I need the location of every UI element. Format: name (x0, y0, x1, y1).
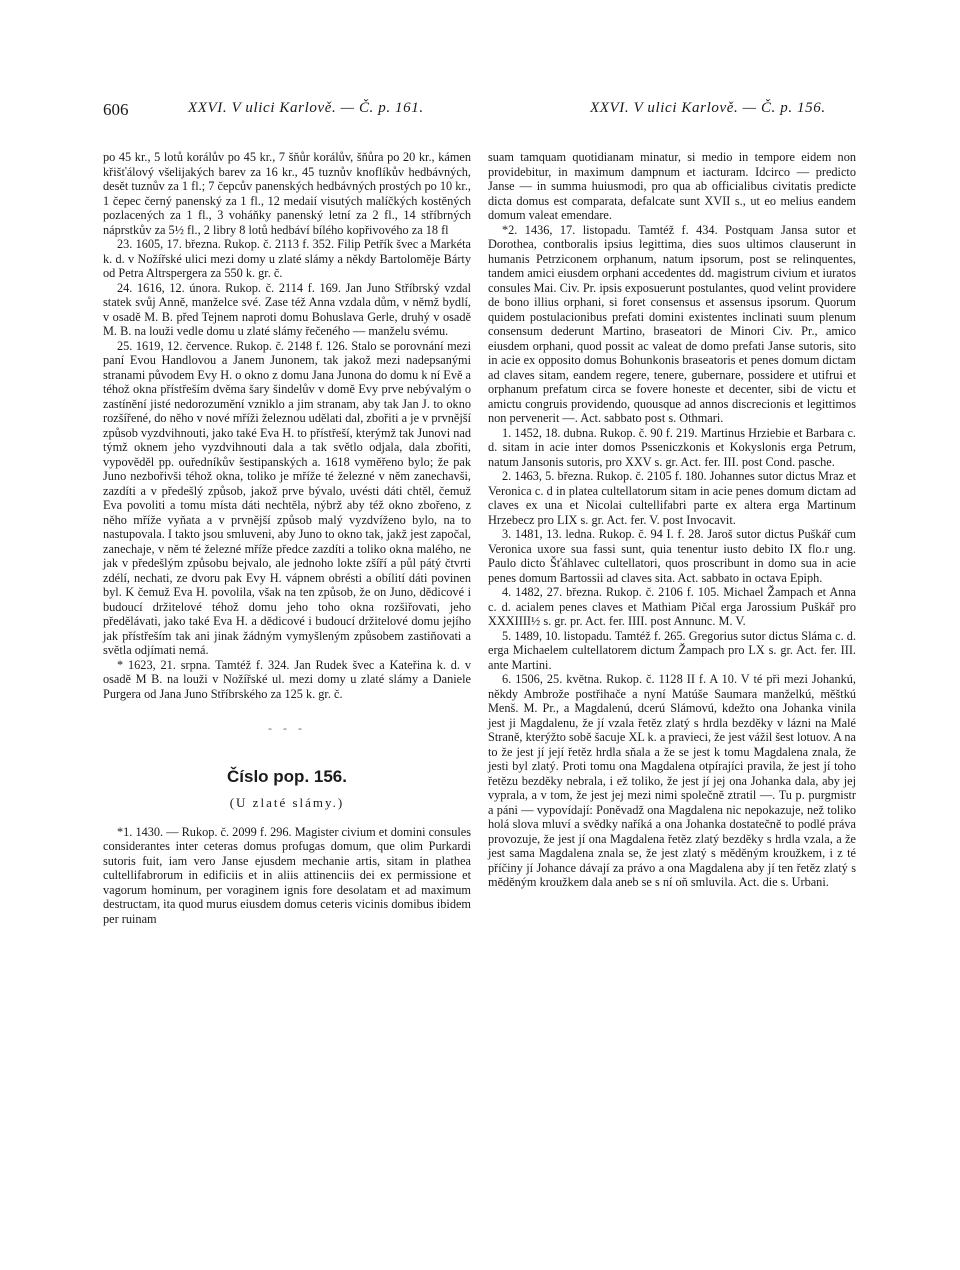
section-heading: Číslo pop. 156. (227, 766, 347, 786)
left-column (103, 150, 471, 926)
paragraph: * 1623, 21. srpna. Tamtéž f. 324. Jan Rudek švec a Kateřina k. d. v osadě M B. na louži v Nožířské ul. mezi domy u zlaté slámy a Daniele Purgera od Jana Juno Stříbrského za 125 k. gr. č. (103, 657, 471, 701)
paragraph: 1. 1452, 18. dubna. Rukop. č. 90 f. 219. Martinus Hrziebie et Barbara c. d. sitam in acie inter domos Psseniczkonis et Kokyslonis erga Petrum, natum Jansonis sutoris, pro XXV s. gr. Act. fer. III. post Cond. pasche. (488, 425, 856, 469)
paragraph: po 45 kr., 5 lotů korálův po 45 kr., 7 šňůr korálův, šňůra po 20 kr., kámen křišťálový všelijakých barev za 16 kr., 45 tuznův knoflíkův hedbávných, desět tuznův za 1 fl.; 7 čepcův panenských hedbávných prostých po 10 kr., 1 čepec černý panenský za 1 fl., 12 medaií visutých malíčkých kostěných pozlacených za 1 fl., 3 voháňky panenský letní za 2 fl., 14 stříbrných náprstkův za 5½ fl., 2 libry 8 lotů hedbáví bílého kopřivového za 18 fl (103, 150, 471, 237)
paragraph: *1. 1430. — Rukop. č. 2099 f. 296. Magister civium et domini consules considerantes inter ceteras domus profugas domum, que olim Purkardi sutoris fuit, iam vero Janse ejusdem mechanie artis, sitam in plathea cultellifabrorum in edificiis et in aliis attinenciis dei ex permissione et vagorum hominum, per voraginem ignis fore desolatam et ad maximum destructam, ita quod murus eiusdem domus ceteris vicinis domibus ibidem per ruinam (103, 824, 471, 926)
paragraph: 5. 1489, 10. listopadu. Tamtéž f. 265. Gregorius sutor dictus Sláma c. d. erga Michaelem cultellatorem dictum Žampach pro LX s. gr. Act. fer. III. ante Martini. (488, 628, 856, 672)
paragraph: 24. 1616, 12. února. Rukop. č. 2114 f. 169. Jan Juno Stříbrský vzdal statek svůj Anně, manželce své. Zase též Anna vzdala dům, v němž bydlí, v osadě M. B. před Tejnem naproti domu Bohuslava Gerle, druhý v osadě M. B. na louži vedle domu u zlaté slámy řečeného — manželu svému. (103, 280, 471, 338)
section-subheading: (U zlaté slámy.) (229, 795, 345, 810)
paragraph: *2. 1436, 17. listopadu. Tamtéž f. 434. Postquam Jansa sutor et Dorothea, contboralis ipsius legittima, dies suos ultimos clauserunt in humanis Petrziconem orphanum, natum ipsorum, post se relinquentes, tandem amici eiusdem orphani accedentes dd. magistrum civium et iuratos consules Mai. Civ. Pr. ipsis exposuerunt postulantes, quod velint providere de bono illius orphani, si foret consensus et assensus ipsorum. Quorum quidem postulacionibus prefati domini existentes inclinati suum plenum consensum dederunt Martino, braseatori de Minori Civ. Pr., amico eiusdem orphani, quod possit ac valeat de domo prefati Janse sutoris, sito in acie ex opposito domus Bohunkonis braseatoris et penes domum dictam ad claves sitam, eandem regere, tenere, gubernare, possidere et utifrui et orphanum prefatum circa se fovere honeste et decenter, sibi de victu et amictu congruis providendo, quousque ad annos discrecionis et legittimos non pervenerit —. Act. sabbato post s. Othmari. (488, 222, 856, 425)
page-number: 606 (103, 100, 129, 119)
paragraph: 3. 1481, 13. ledna. Rukop. č. 94 I. f. 28. Jaroš sutor dictus Puškář cum Veronica uxore sua fassi sunt, quia tenentur iusto debito IX flo.r ung. Paulo dicto Šťáhlavec cultellatori, quos proscribunt in domo sua in acie penes domum Bartossii ad claves sita. Act. sabbato in octava Epiph. (488, 527, 856, 585)
paragraph: 25. 1619, 12. července. Rukop. č. 2148 f. 126. Stalo se porovnání mezi paní Evou Handlovou a Janem Junonem, tak jakož mezi nadepsanými stranami původem Evy H. o okno z domu Jana Junona do domu k ní Evě a téhož okna přístřeším dvěma šary šindelův v domě Evy prve nebývalým o zastínění jisté nedorozumění vzniklo a jim stranam, aby tak Jan J. to okno rozšířené, do něho v nové mříži železnou udělati dal, zbořiti a je v prvnější způsob vyzdvihnouti, jako také Eva H. to přístřeší, kterýmž tak Junovi nad týmž oknem jeho vyzdvihnouti dala a tak světlo odjala, dala zbořiti, vypověděl pp. ouředníkův šestipanských a. 1618 vyměřeno bylo; že pak Juno nezbořivši téhož okna, toliko je mříže té železné v něm zanechavši, zazdíti a v předešlý způsob, jakož prve bývalo, uvésti dáti chtěl, čemuž Eva povoliti a tomu místa dáti nechtěla, nýbrž aby též okno zbořeno, z něho mříže vyňata a v prvnější způsob malý vyzdvíženo bylo, na to nastupovala. I takto jsou smluveni, aby Juno to okno tak, jakž jest započal, zanechaje, v něm té železné mříže předce zazdíti a toliko okna malého, ne jak v předešlým způsobu bejvalo, ale jednoho lokte zšíří a půl pátý čtvrti zdélí, nechati, ze dvoru pak Evy H. vápnem obrésti a obílití dáti povinen byl. K čemuž Eva H. povolila, však na ten způsob, že on Juno, dědicové i budoucí držitelové téhož domu jeho toho okna rozšiřovati, jeho předělávati, jako také Eva H. a dědicové i budoucí držitelové domu jejího jak přístřeším tak ani jinak žádným vymyšleným způsobem zastiňovati a světla odjímati nemá. (103, 338, 471, 657)
right-column (488, 150, 856, 890)
paragraph: 2. 1463, 5. března. Rukop. č. 2105 f. 180. Johannes sutor dictus Mraz et Veronica c. d in platea cultellatorum sitam in acie penes domum dictam ad claves ex una et Nicolai cultellifabri parte ex altera erga Martinum Hrzebecz pro LIX s. gr. Act. fer. V. post Invocavit. (488, 469, 856, 527)
paragraph: 4. 1482, 27. března. Rukop. č. 2106 f. 105. Michael Žampach et Anna c. d. acialem penes claves et Mathiam Pičal erga Jarossium Puškář pro XXXIIII½ s. gr. pr. Act. fer. IIII. post Annunc. M. V. (488, 585, 856, 628)
section-separator: - - - (268, 721, 306, 735)
paragraph-continuation: suam tamquam quotidianam minatur, si medio in tempore eidem non providebitur, in maximum dampnum et iacturam. Idcirco — predicto Janse — in summa huiusmodi, pro qua ab officialibus civitatis predicte dicta domus est comparata, defalcate sunt XVII s., ut eo melius eandem domum valeat emendare. (488, 150, 856, 222)
running-head-right: XXVI. V ulici Karlově. — Č. p. 156. (590, 100, 826, 116)
paragraph: 6. 1506, 25. května. Rukop. č. 1128 II f. A 10. V té při mezi Johankú, někdy Ambrože postřihače a nyní Matúše Saumara manželkú, měštkú Menš. M. Pr., a Magdalenú, dcerú Slámovú, kdežto ona Johanka vinila jest ji Magdalenu, že jí vzala řetěz zlatý s hrdla bezděky v lázni na Malé Straně, kterýžto sobě šacuje XL k. a pravieci, že jest vážil šest lotuov. A na to že jest jí její řetěz hrdla sňala a že se jest k tomu Magdalena znala, že jesti byl zlatý. Proti tomu ona Magdalena otpírajíci pravila, že jest jí toho řetězu bezděky nebrala, i ež toliko, že jest jí jej ona Johanka dala, aby jej vyprala, a v tom, že jest jej mezi nimi společně ztratil —. Tu p. purgmistr a páni — vypovídají: Poněvadž ona Magdalena nic nepokazuje, než toliko holá slova mluví a svědky naříká a ona Johanka dostatečně to podlé práva provozuje, že jest jí ona Magdalena řetěz zlatý bezděky s hrdla vzala, a že jest sama Magdalena znala se, že jest zlatý s měděným kroužkem, i z té příčiny jí Johance dávají za právo a ona Magdalena aby jí ten řetěz zlatý s měděným kroužkem dala aneb se s ní oň smluvila. Act. die s. Urbani. (488, 672, 856, 889)
paragraph: 23. 1605, 17. března. Rukop. č. 2113 f. 352. Filip Petřík švec a Markéta k. d. v Nožířské ulici mezi domy u zlaté slámy a někdy Bartoloměje Bárty od Petra Altrspergera za 550 k. gr. č. (103, 237, 471, 280)
running-head-left: XXVI. V ulici Karlově. — Č. p. 161. (188, 100, 424, 116)
